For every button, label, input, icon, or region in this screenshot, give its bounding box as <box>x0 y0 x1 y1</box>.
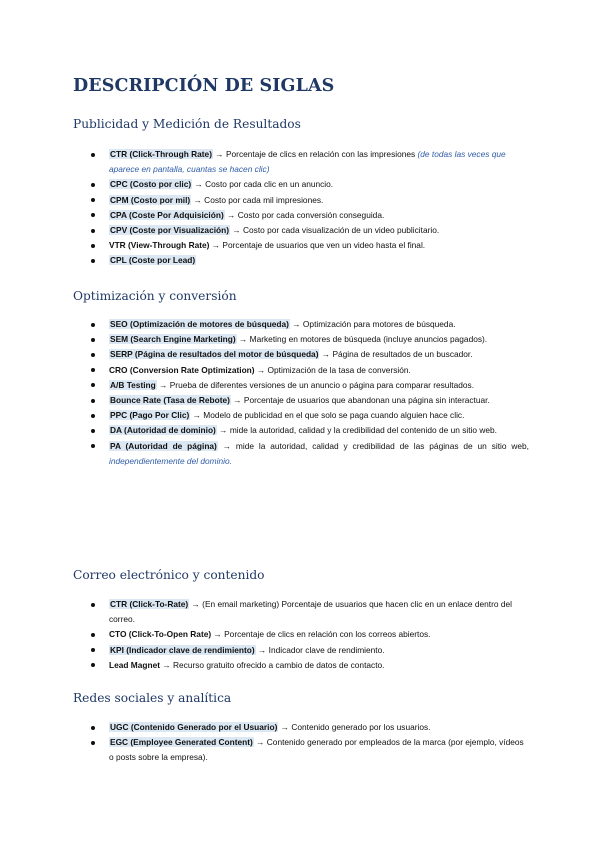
list-item <box>109 658 529 673</box>
acronym-description: → Marketing en motores de búsqueda (incluye anuncios pagados). <box>236 334 488 345</box>
acronym-description: → mide la autoridad, calidad y la credibilidad del contenido de un sitio web. <box>216 425 497 436</box>
acronym-term: CPA (Coste Por Adquisición) <box>110 209 224 220</box>
list-item <box>109 363 529 378</box>
list-item <box>109 317 529 332</box>
acronym-term: CTR (Click-Through Rate) <box>110 149 212 159</box>
acronym-term: CPM (Costo por mil) <box>110 194 191 205</box>
section-heading-correo: Correo electrónico y contenido <box>73 568 265 582</box>
acronym-description: → Costo por cada mil impresiones. <box>191 194 324 205</box>
acronym-description: → Optimización para motores de búsqueda. <box>289 319 456 329</box>
acronym-description: → Contenido generado por empleados de la marca (por ejemplo, vídeos o posts sobre la empresa). <box>109 737 524 763</box>
acronym-description: → Prueba de diferentes versiones de un anuncio o página para comparar resultados. <box>156 379 475 390</box>
section-heading-optimizacion: Optimización y conversión <box>73 289 237 303</box>
list-item <box>109 627 529 642</box>
acronym-description: → Costo por cada clic en un anuncio. <box>192 179 334 190</box>
acronym-term: SERP (Página de resultados del motor de búsqueda) <box>110 349 319 360</box>
acronym-description: → Costo por cada visualización de un video publicitario. <box>230 225 440 236</box>
acronym-description: → Indicador clave de rendimiento. <box>255 644 385 655</box>
acronym-description: → Modelo de publicidad en el que solo se paga cuando alguien hace clic. <box>190 410 465 421</box>
acronym-note: independientemente del dominio. <box>109 455 232 466</box>
section-heading-publicidad: Publicidad y Medición de Resultados <box>73 117 301 131</box>
list-redes <box>0 720 600 766</box>
acronym-term: UGC (Contenido Generado por el Usuario) <box>110 722 278 732</box>
section-heading-redes: Redes sociales y analítica <box>73 691 232 705</box>
acronym-description: → Porcentaje de clics en relación con las impresiones <box>212 149 418 159</box>
acronym-note: (de todas las veces que aparece en pantalla, cuantas se hacen clic) <box>109 149 506 175</box>
acronym-term: CPL (Coste por Lead) <box>110 255 196 266</box>
page-title: DESCRIPCIÓN DE SIGLAS <box>73 76 335 96</box>
acronym-term: CPV (Coste por Visualización) <box>110 225 230 236</box>
acronym-term: KPI (Indicador clave de rendimiento) <box>110 644 255 655</box>
list-item <box>109 408 529 423</box>
acronym-term: SEO (Optimización de motores de búsqueda) <box>110 319 289 329</box>
list-item <box>109 439 529 469</box>
acronym-description: → Optimización de la tasa de conversión. <box>254 364 411 375</box>
list-item <box>109 193 529 208</box>
acronym-description: → Contenido generado por los usuarios. <box>278 722 431 732</box>
acronym-description: → Costo por cada conversión conseguida. <box>224 209 385 220</box>
list-item <box>109 597 529 627</box>
acronym-description: → mide la autoridad, calidad y credibilidad de las páginas de un sitio web, <box>217 440 529 451</box>
list-item <box>109 238 529 253</box>
acronym-description: → (En email marketing) Porcentaje de usuarios que hacen clic en un enlace dentro del correo. <box>109 599 512 625</box>
list-publicidad <box>0 147 600 269</box>
list-item <box>109 378 529 393</box>
acronym-description: → Recurso gratuito ofrecido a cambio de datos de contacto. <box>160 659 385 670</box>
acronym-term: PPC (Pago Por Clic) <box>110 410 190 421</box>
acronym-description: → Porcentaje de clics en relación con los correos abiertos. <box>211 629 431 640</box>
list-optimizacion <box>0 317 600 469</box>
list-item <box>109 720 529 735</box>
acronym-term: SEM (Search Engine Marketing) <box>110 334 236 345</box>
acronym-term: DA (Autoridad de dominio) <box>110 425 216 436</box>
list-correo <box>0 597 600 673</box>
acronym-term: Bounce Rate (Tasa de Rebote) <box>110 395 230 406</box>
acronym-description: → Página de resultados de un buscador. <box>319 349 473 360</box>
list-item <box>109 643 529 658</box>
list-item <box>109 332 529 347</box>
acronym-term: CRO (Conversion Rate Optimization) <box>109 364 255 375</box>
list-item <box>109 177 529 192</box>
list-item <box>109 393 529 408</box>
list-item <box>109 223 529 238</box>
acronym-term: Lead Magnet <box>109 659 160 670</box>
list-item <box>109 253 529 268</box>
acronym-term: VTR (View-Through Rate) <box>109 240 210 251</box>
list-item <box>109 347 529 362</box>
acronym-description: → Porcentaje de usuarios que abandonan una página sin interactuar. <box>230 395 490 406</box>
list-item <box>109 208 529 223</box>
acronym-term: A/B Testing <box>110 379 156 390</box>
acronym-term: CPC (Costo por clic) <box>110 179 192 190</box>
acronym-term: PA (Autoridad de página) <box>110 440 217 451</box>
list-item <box>109 147 529 177</box>
list-item <box>109 735 529 765</box>
acronym-description: → Porcentaje de usuarios que ven un video hasta el final. <box>209 240 426 251</box>
acronym-term: CTR (Click-To-Rate) <box>110 599 189 609</box>
list-item <box>109 423 529 438</box>
acronym-term: EGC (Employee Generated Content) <box>110 737 253 748</box>
acronym-term: CTO (Click-To-Open Rate) <box>109 629 212 640</box>
